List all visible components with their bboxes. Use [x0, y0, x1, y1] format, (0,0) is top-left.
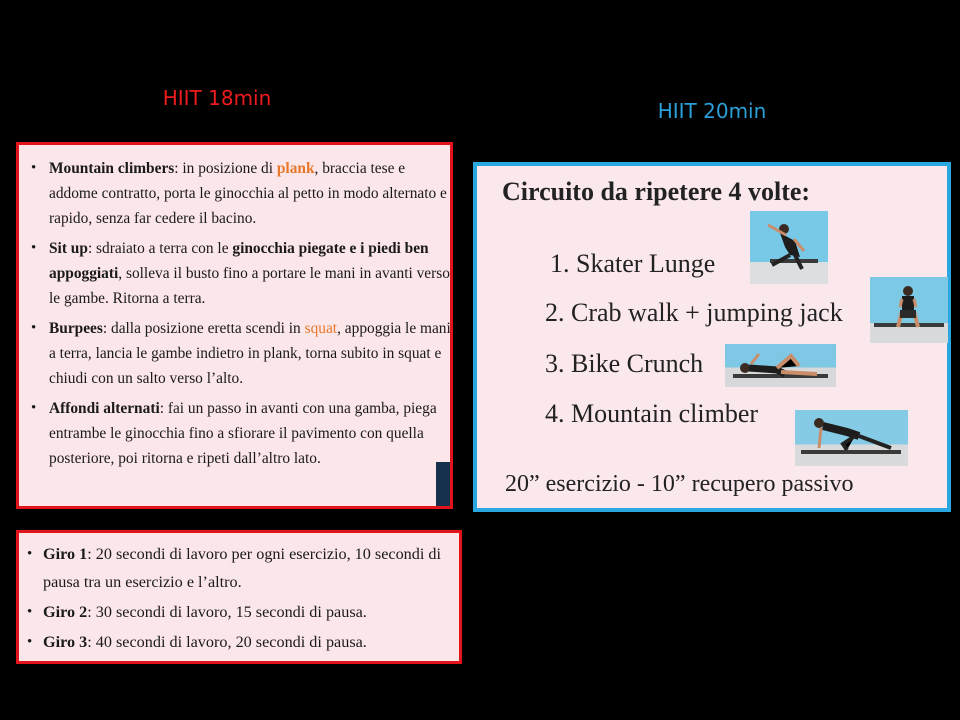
list-item: • Giro 3: 40 secondi di lavoro, 20 secondi di pausa. — [23, 628, 453, 656]
plank-link[interactable]: plank — [276, 160, 315, 177]
squat-link[interactable]: squat — [304, 320, 338, 337]
crab-walk-photo — [870, 277, 948, 343]
exercise-list — [27, 156, 451, 476]
hiit-18-exercises-panel — [16, 142, 453, 509]
skater-lunge-photo — [750, 211, 828, 284]
hiit-18-title: HIIT 18min — [162, 86, 272, 110]
hiit-20-title: HIIT 20min — [657, 99, 767, 123]
exercise-crab-walk: 2. Crab walk + jumping jack — [545, 298, 843, 327]
rounds-list — [23, 540, 453, 658]
list-item: • Giro 1: 20 secondi di lavoro per ogni esercizio, 10 secondi di pausa tra un esercizio e l’altro. — [23, 540, 453, 596]
list-item: • Mountain climbers: in posizione di plank, braccia tese e addome contratto, porta le ginocchia al petto in modo alternato e rapido, senza far cedere il bacino. — [27, 156, 451, 231]
circuit-title: Circuito da ripetere 4 volte: — [502, 177, 811, 206]
exercise-bike-crunch: 3. Bike Crunch — [545, 349, 704, 378]
list-item: • Affondi alternati: fai un passo in avanti con una gamba, piega entrambe le ginocchia fino a sfiorare il pavimento con quella posteriore, poi ritorna e ripeti dall’altro lato. — [27, 396, 451, 471]
hiit-18-rounds-panel — [16, 530, 462, 664]
exercise-skater-lunge: 1. Skater Lunge — [550, 249, 716, 278]
hiit-20-circuit-panel — [473, 162, 951, 512]
list-item: • Burpees: dalla posizione eretta scendi in squat, appoggia le mani a terra, lancia le gambe indietro in plank, torna subito in squat e chiudi con un salto verso l’alto. — [27, 316, 451, 391]
mountain-climber-photo — [795, 410, 908, 466]
list-item: • Sit up: sdraiato a terra con le ginocchia piegate e i piedi ben appoggiati, solleva il busto fino a portare le mani in avanti verso le gambe. Ritorna a terra. — [27, 236, 451, 311]
exercise-mountain-climber: 4. Mountain climber — [545, 399, 759, 428]
side-nav-strip[interactable] — [436, 462, 450, 506]
circuit-timing-footer: 20” esercizio - 10” recupero passivo — [505, 471, 854, 497]
list-item: • Giro 2: 30 secondi di lavoro, 15 secondi di pausa. — [23, 598, 453, 626]
bike-crunch-photo — [725, 344, 836, 387]
